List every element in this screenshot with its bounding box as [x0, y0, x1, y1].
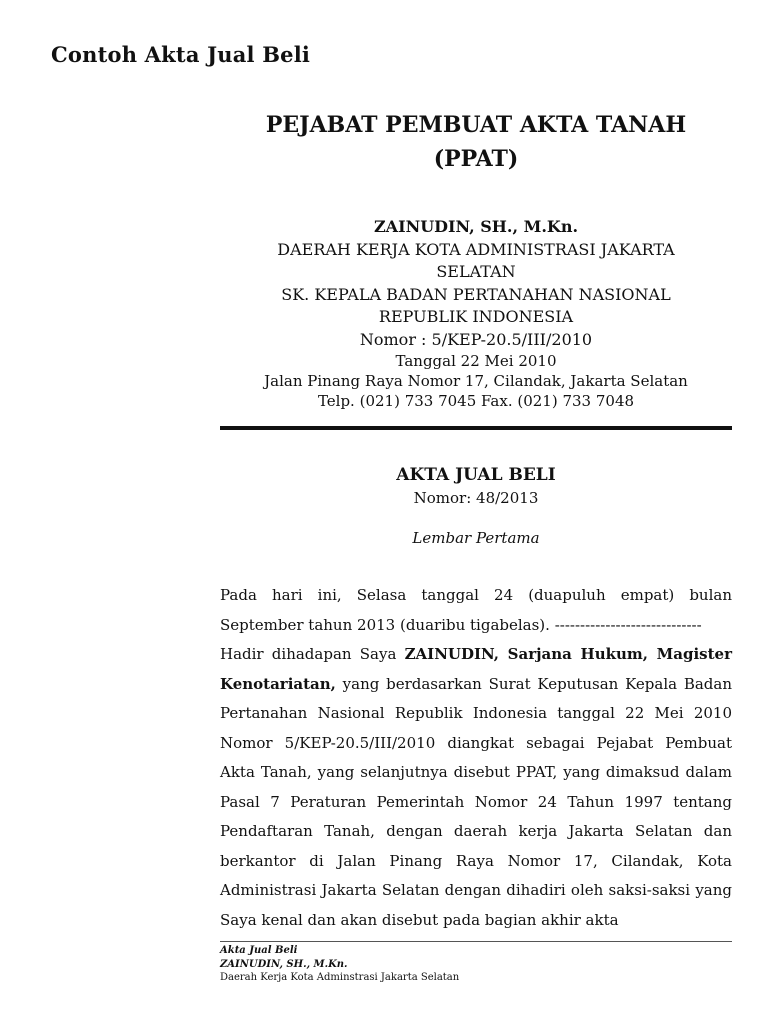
body-paragraph-2-rest: yang berdasarkan Surat Keputusan Kepala Badan Pertanahan Nasional Republik Indonesia tanggal 22 Mei 2010 Nomor 5/KEP-20.5/III/2010 diangkat sebagai Pejabat Pembuat Akta Tanah, yang selanjutnya disebut PPAT, yang dimaksud dalam Pasal 7 Peraturan Pemerintah Nomor 24 Tahun 1997 tentang Pendaftaran Tanah, dengan daerah kerja Jakarta Selatan dan berkantor di Jalan Pinang Raya Nomor 17, Cilandak, Kota Administrasi Jakarta Selatan dengan dihadiri oleh saksi-saksi yang Saya kenal dan akan disebut pada bagian akhir akta — [220, 674, 732, 929]
body-paragraph-2-intro: Hadir dihadapan Saya — [220, 645, 405, 663]
footer-divider — [220, 941, 732, 942]
decree-date: Tanggal 22 Mei 2010 — [395, 352, 557, 370]
page-footer — [220, 944, 459, 985]
office-contact: Telp. (021) 733 7045 Fax. (021) 733 7048 — [317, 392, 635, 410]
work-area-line1: DAERAH KERJA KOTA ADMINISTRASI JAKARTA — [277, 239, 675, 259]
deed-title: AKTA JUAL BELI — [396, 465, 556, 485]
official-name: ZAINUDIN, SH., M.Kn. — [373, 217, 579, 236]
office-title-line1: PEJABAT PEMBUAT AKTA TANAH — [265, 112, 687, 138]
decree-line1: SK. KEPALA BADAN PERTANAHAN NASIONAL — [281, 284, 671, 304]
work-area-line2: SELATAN — [436, 262, 516, 281]
header-divider — [220, 426, 732, 430]
footer-line2: ZAINUDIN, SH., M.Kn. — [220, 958, 348, 970]
deed-number: Nomor: 48/2013 — [413, 489, 539, 507]
office-title-line2: (PPAT) — [433, 146, 519, 172]
document-heading: Contoh Akta Jual Beli — [51, 42, 311, 67]
body-paragraph-2 — [220, 640, 732, 935]
footer-line1: Akta Jual Beli — [220, 945, 298, 956]
office-address: Jalan Pinang Raya Nomor 17, Cilandak, Jakarta Selatan — [264, 372, 688, 390]
footer-line3: Daerah Kerja Kota Adminstrasi Jakarta Selatan — [220, 972, 460, 983]
body-paragraph-1: Pada hari ini, Selasa tanggal 24 (duapuluh empat) bulan September tahun 2013 (duaribu tigabelas). ----------------------------- — [220, 586, 732, 634]
official-block — [220, 216, 732, 411]
deed-heading — [220, 462, 732, 548]
office-title — [220, 108, 732, 176]
deed-body — [220, 581, 732, 935]
deed-sheet: Lembar Pertama — [412, 529, 540, 547]
decree-line2: REPUBLIK INDONESIA — [378, 307, 574, 326]
decree-number: Nomor : 5/KEP-20.5/III/2010 — [359, 329, 593, 349]
body-paragraph-2-name: ZAINUDIN, Sarjana Hukum, Magister Kenotariatan, — [220, 645, 732, 693]
